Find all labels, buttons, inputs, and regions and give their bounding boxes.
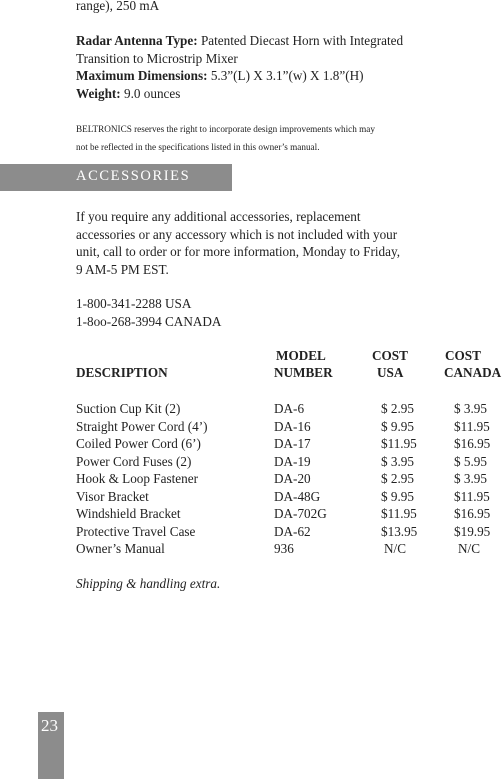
spec-antenna-label: Radar Antenna Type: bbox=[76, 33, 198, 48]
header-model: MODEL bbox=[276, 348, 326, 363]
spec-weight-label: Weight: bbox=[76, 86, 121, 101]
row-cost-canada: $16.95 bbox=[454, 506, 491, 521]
row-cost-usa: $ 2.95 bbox=[381, 471, 414, 486]
row-description: Coiled Power Cord (6’) bbox=[76, 436, 201, 451]
row-cost-canada: $ 3.95 bbox=[454, 471, 487, 486]
row-cost-canada: N/C bbox=[458, 541, 480, 556]
row-description: Windshield Bracket bbox=[76, 506, 181, 521]
row-cost-usa: $ 9.95 bbox=[381, 419, 414, 434]
spec-antenna-line-1 bbox=[76, 32, 403, 50]
row-cost-canada: $19.95 bbox=[454, 524, 491, 539]
row-cost-usa: $ 2.95 bbox=[381, 401, 414, 416]
spec-dimensions-label: Maximum Dimensions: bbox=[76, 68, 208, 83]
row-description: Power Cord Fuses (2) bbox=[76, 454, 192, 469]
header-cost-canada: COST bbox=[445, 348, 481, 363]
section-title: ACCESSORIES bbox=[76, 168, 191, 184]
spec-line-top: range), 250 mA bbox=[76, 0, 160, 13]
spec-antenna-value: Patented Diecast Horn with Integrated bbox=[197, 33, 404, 48]
row-model: DA-6 bbox=[274, 401, 305, 416]
row-cost-usa: $ 9.95 bbox=[381, 489, 414, 504]
intro-line-2: accessories or any accessory which is not included with your bbox=[76, 227, 398, 242]
row-cost-canada: $11.95 bbox=[454, 419, 490, 434]
row-cost-usa: $11.95 bbox=[381, 436, 417, 451]
spec-dimensions bbox=[76, 67, 364, 85]
row-description: Owner’s Manual bbox=[76, 541, 165, 556]
row-description: Hook & Loop Fastener bbox=[76, 471, 198, 486]
row-model: DA-16 bbox=[274, 419, 311, 434]
row-description: Straight Power Cord (4’) bbox=[76, 419, 208, 434]
header-usa: USA bbox=[377, 365, 404, 380]
header-number: NUMBER bbox=[274, 365, 333, 380]
row-cost-canada: $11.95 bbox=[454, 489, 490, 504]
row-model: DA-20 bbox=[274, 471, 311, 486]
row-cost-canada: $ 3.95 bbox=[454, 401, 487, 416]
page-number: 23 bbox=[41, 716, 58, 735]
row-cost-usa: $ 3.95 bbox=[381, 454, 414, 469]
spec-weight bbox=[76, 85, 180, 103]
notice-line-2: not be reflected in the specifications listed in this owner’s manual. bbox=[76, 142, 320, 152]
notice-line-1: BELTRONICS reserves the right to incorporate design improvements which may bbox=[76, 124, 375, 134]
phone-usa: 1-800-341-2288 USA bbox=[76, 296, 192, 311]
row-cost-usa: N/C bbox=[384, 541, 406, 556]
row-cost-canada: $16.95 bbox=[454, 436, 491, 451]
row-cost-canada: $ 5.95 bbox=[454, 454, 487, 469]
spec-dimensions-value: 5.3”(L) X 3.1”(w) X 1.8”(H) bbox=[207, 68, 364, 83]
header-description: DESCRIPTION bbox=[76, 365, 168, 380]
row-model: DA-48G bbox=[274, 489, 321, 504]
shipping-note: Shipping & handling extra. bbox=[76, 576, 221, 591]
intro-line-3: unit, call to order or for more information, Monday to Friday, bbox=[76, 244, 400, 259]
row-cost-usa: $11.95 bbox=[381, 506, 417, 521]
row-description: Suction Cup Kit (2) bbox=[76, 401, 181, 416]
row-model: DA-19 bbox=[274, 454, 311, 469]
row-model: DA-17 bbox=[274, 436, 311, 451]
spec-weight-value: 9.0 ounces bbox=[120, 86, 181, 101]
row-model: DA-702G bbox=[274, 506, 327, 521]
intro-line-4: 9 AM-5 PM EST. bbox=[76, 262, 169, 277]
row-model: DA-62 bbox=[274, 524, 311, 539]
phone-canada: 1-8oo-268-3994 CANADA bbox=[76, 314, 222, 329]
header-cost-usa: COST bbox=[372, 348, 408, 363]
row-description: Visor Bracket bbox=[76, 489, 149, 504]
row-model: 936 bbox=[274, 541, 294, 556]
spec-antenna-line-2: Transition to Microstrip Mixer bbox=[76, 51, 238, 66]
row-description: Protective Travel Case bbox=[76, 524, 196, 539]
intro-line-1: If you require any additional accessories, replacement bbox=[76, 209, 361, 224]
header-canada: CANADA bbox=[444, 365, 502, 380]
row-cost-usa: $13.95 bbox=[381, 524, 418, 539]
